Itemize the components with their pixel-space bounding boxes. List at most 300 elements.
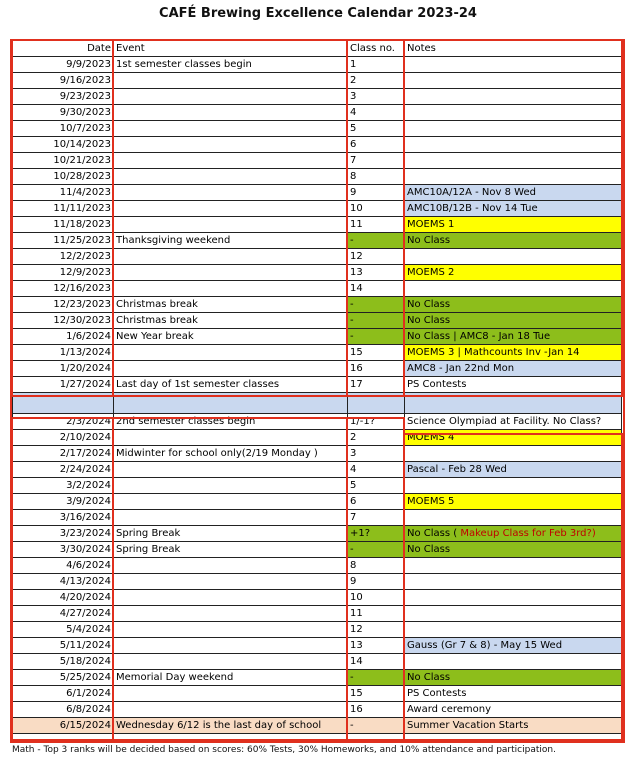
date-cell [13, 478, 114, 494]
class-no-cell [348, 121, 405, 137]
date-cell-text: 12/16/2023 [53, 282, 111, 294]
event-cell [114, 313, 348, 329]
notes-cell [405, 638, 622, 654]
notes-cell-text: No Class ( [407, 527, 458, 539]
date-cell-text: 3/16/2024 [59, 511, 111, 523]
table-row [13, 361, 622, 377]
class-no-cell [348, 137, 405, 153]
class-no-cell [348, 297, 405, 313]
date-cell-text: 1/13/2024 [59, 346, 111, 358]
date-cell [13, 430, 114, 446]
event-cell-text: Last day of 1st semester classes [116, 378, 280, 390]
notes-cell [405, 233, 622, 249]
class-no-cell [348, 201, 405, 217]
notes-cell [405, 377, 622, 393]
date-cell [13, 670, 114, 686]
event-cell [114, 702, 348, 718]
notes-cell [405, 718, 622, 734]
class-no-cell-text: 7 [350, 154, 357, 166]
event-cell [114, 105, 348, 121]
notes-cell [405, 313, 622, 329]
event-cell [114, 462, 348, 478]
event-cell [114, 718, 348, 734]
notes-cell-text: PS Contests [407, 378, 467, 390]
table-row [13, 57, 622, 73]
table-row [13, 622, 622, 638]
event-cell [114, 361, 348, 377]
class-no-cell-text: - [350, 543, 354, 555]
table-row [13, 249, 622, 265]
class-no-cell-text: - [350, 330, 354, 342]
event-cell [114, 526, 348, 542]
table-row [13, 430, 622, 446]
date-cell [13, 702, 114, 718]
notes-cell-text: AMC10A/12A - Nov 8 Wed [407, 186, 536, 198]
date-cell-text: 1/6/2024 [66, 330, 111, 342]
event-cell-text: Spring Break [116, 543, 181, 555]
notes-cell [405, 670, 622, 686]
date-cell-text: 12/9/2023 [59, 266, 111, 278]
notes-cell-text: MOEMS 3 | Mathcounts Inv -Jan 14 [407, 346, 580, 358]
date-cell [13, 558, 114, 574]
date-cell-text: 1/20/2024 [59, 362, 111, 374]
class-no-cell-text: 8 [350, 170, 357, 182]
event-cell [114, 201, 348, 217]
page-title: CAFÉ Brewing Excellence Calendar 2023-24 [159, 6, 477, 21]
date-cell-text: 12/2/2023 [59, 250, 111, 262]
notes-cell [405, 478, 622, 494]
date-cell [13, 574, 114, 590]
event-cell [114, 606, 348, 622]
table-row [13, 121, 622, 137]
divider-cell [13, 393, 114, 414]
class-no-cell [348, 446, 405, 462]
class-no-cell [348, 638, 405, 654]
class-no-cell-text: - [350, 671, 354, 683]
date-cell-text: 9/9/2023 [66, 58, 111, 70]
table-row [13, 718, 622, 734]
notes-cell [405, 558, 622, 574]
class-no-cell [348, 702, 405, 718]
event-cell [114, 686, 348, 702]
notes-makeup-text: Makeup Class for Feb 3rd?) [460, 527, 596, 539]
date-cell [13, 377, 114, 393]
class-no-cell [348, 414, 405, 430]
date-cell [13, 590, 114, 606]
date-cell [13, 462, 114, 478]
notes-cell-text: No Class [407, 314, 451, 326]
class-no-cell-text: 5 [350, 479, 357, 491]
date-cell [13, 414, 114, 430]
date-cell-text: 2/10/2024 [59, 431, 111, 443]
notes-cell-text: No Class [407, 671, 451, 683]
event-cell-text: 1st semester classes begin [116, 58, 252, 70]
date-cell [13, 686, 114, 702]
date-cell [13, 265, 114, 281]
table-row [13, 670, 622, 686]
notes-cell-text: No Class [407, 298, 451, 310]
notes-cell-text: Gauss (Gr 7 & 8) - May 15 Wed [407, 639, 563, 651]
notes-cell-text: Award ceremony [407, 703, 492, 715]
date-cell-text: 9/16/2023 [59, 74, 111, 86]
class-no-cell-text: 3 [350, 90, 357, 102]
table-row [13, 217, 622, 233]
class-no-cell [348, 510, 405, 526]
table-row [13, 153, 622, 169]
event-cell [114, 622, 348, 638]
table-row [13, 201, 622, 217]
calendar-body [13, 41, 622, 734]
event-cell [114, 574, 348, 590]
table-row [13, 638, 622, 654]
event-cell [114, 281, 348, 297]
date-cell-text: 11/18/2023 [53, 218, 111, 230]
notes-cell [405, 345, 622, 361]
class-no-cell-text: +1? [350, 527, 371, 539]
table-row [13, 590, 622, 606]
class-no-cell-text: 7 [350, 511, 357, 523]
notes-cell [405, 361, 622, 377]
event-cell [114, 377, 348, 393]
notes-cell-text: Pascal - Feb 28 Wed [407, 463, 507, 475]
event-cell [114, 654, 348, 670]
notes-cell [405, 121, 622, 137]
class-no-cell-text: 14 [350, 282, 363, 294]
notes-cell [405, 57, 622, 73]
date-cell [13, 606, 114, 622]
date-cell [13, 105, 114, 121]
event-cell [114, 494, 348, 510]
table-row [13, 137, 622, 153]
class-no-cell-text: 10 [350, 202, 363, 214]
notes-cell-text: MOEMS 2 [407, 266, 455, 278]
event-cell [114, 430, 348, 446]
notes-cell-text: PS Contests [407, 687, 467, 699]
class-no-cell [348, 105, 405, 121]
date-cell-text: 5/4/2024 [66, 623, 111, 635]
event-cell [114, 446, 348, 462]
class-no-cell-text: 15 [350, 346, 363, 358]
date-cell-text: 6/15/2024 [59, 719, 111, 731]
class-no-cell [348, 462, 405, 478]
class-no-cell-text: 8 [350, 559, 357, 571]
notes-cell [405, 217, 622, 233]
table-row [13, 510, 622, 526]
date-cell [13, 249, 114, 265]
event-cell-text: New Year break [116, 330, 194, 342]
date-cell [13, 510, 114, 526]
event-cell [114, 542, 348, 558]
notes-cell [405, 654, 622, 670]
class-no-cell [348, 686, 405, 702]
divider-cell [348, 393, 405, 414]
event-cell [114, 153, 348, 169]
class-no-cell [348, 478, 405, 494]
class-no-cell [348, 718, 405, 734]
notes-cell [405, 105, 622, 121]
class-no-cell [348, 345, 405, 361]
event-cell [114, 137, 348, 153]
event-cell [114, 217, 348, 233]
table-row [13, 169, 622, 185]
date-cell-text: 4/27/2024 [59, 607, 111, 619]
notes-cell [405, 574, 622, 590]
class-no-cell [348, 73, 405, 89]
event-cell [114, 478, 348, 494]
table-row [13, 462, 622, 478]
class-no-cell [348, 574, 405, 590]
class-no-cell-text: 4 [350, 106, 357, 118]
date-cell-text: 1/27/2024 [59, 378, 111, 390]
date-cell [13, 345, 114, 361]
table-row [13, 526, 622, 542]
header-date: Date [13, 41, 114, 57]
table-row [13, 185, 622, 201]
calendar-table [12, 40, 622, 734]
class-no-cell [348, 558, 405, 574]
notes-cell [405, 414, 622, 430]
header-event: Event [114, 41, 348, 57]
divider-cell [114, 393, 348, 414]
class-no-cell [348, 217, 405, 233]
date-cell [13, 329, 114, 345]
class-no-cell [348, 313, 405, 329]
class-no-cell [348, 233, 405, 249]
class-no-cell [348, 153, 405, 169]
date-cell [13, 89, 114, 105]
date-cell-text: 6/1/2024 [66, 687, 111, 699]
notes-cell [405, 590, 622, 606]
notes-cell [405, 494, 622, 510]
class-no-cell-text: 2 [350, 431, 357, 443]
date-cell-text: 9/30/2023 [59, 106, 111, 118]
notes-cell [405, 73, 622, 89]
table-row [13, 329, 622, 345]
date-cell [13, 169, 114, 185]
class-no-cell [348, 377, 405, 393]
date-cell-text: 3/2/2024 [66, 479, 111, 491]
class-no-cell [348, 606, 405, 622]
date-cell [13, 542, 114, 558]
class-no-cell [348, 169, 405, 185]
notes-cell [405, 446, 622, 462]
footnote: Math - Top 3 ranks will be decided based on scores: 60% Tests, 30% Homeworks, and 10% attendance and participation. [12, 745, 556, 755]
table-row [13, 606, 622, 622]
date-cell-text: 4/6/2024 [66, 559, 111, 571]
class-no-cell [348, 89, 405, 105]
table-row [13, 446, 622, 462]
date-cell [13, 622, 114, 638]
table-row [13, 702, 622, 718]
event-cell [114, 414, 348, 430]
notes-cell [405, 201, 622, 217]
class-no-cell [348, 494, 405, 510]
notes-cell [405, 137, 622, 153]
date-cell-text: 10/28/2023 [53, 170, 111, 182]
date-cell-text: 11/4/2023 [59, 186, 111, 198]
class-no-cell [348, 249, 405, 265]
event-cell [114, 185, 348, 201]
class-no-cell [348, 281, 405, 297]
date-cell-text: 3/30/2024 [59, 543, 111, 555]
date-cell-text: 3/23/2024 [59, 527, 111, 539]
header-notes: Notes [405, 41, 622, 57]
notes-cell-text: No Class [407, 543, 451, 555]
date-cell-text: 10/14/2023 [53, 138, 111, 150]
table-row [13, 281, 622, 297]
table-row [13, 654, 622, 670]
event-cell-text: Wednesday 6/12 is the last day of school [116, 719, 322, 731]
class-no-cell-text: 1/-1? [350, 415, 376, 427]
date-cell-text: 9/23/2023 [59, 90, 111, 102]
date-cell [13, 313, 114, 329]
notes-cell [405, 430, 622, 446]
date-cell-text: 4/13/2024 [59, 575, 111, 587]
table-row [13, 105, 622, 121]
event-cell-text: Christmas break [116, 314, 198, 326]
class-no-cell [348, 329, 405, 345]
date-cell [13, 446, 114, 462]
notes-cell [405, 281, 622, 297]
class-no-cell [348, 185, 405, 201]
class-no-cell-text: 11 [350, 607, 363, 619]
date-cell-text: 3/9/2024 [66, 495, 111, 507]
class-no-cell-text: 4 [350, 463, 357, 475]
class-no-cell-text: 6 [350, 495, 357, 507]
date-cell-text: 10/7/2023 [59, 122, 111, 134]
class-no-cell-text: 11 [350, 218, 363, 230]
class-no-cell [348, 654, 405, 670]
event-cell [114, 121, 348, 137]
notes-cell [405, 89, 622, 105]
class-no-cell-text: - [350, 314, 354, 326]
date-cell [13, 526, 114, 542]
event-cell [114, 558, 348, 574]
date-cell-text: 11/25/2023 [53, 234, 111, 246]
date-cell [13, 201, 114, 217]
event-cell-text: Spring Break [116, 527, 181, 539]
event-cell-text: Christmas break [116, 298, 198, 310]
notes-cell [405, 702, 622, 718]
class-no-cell-text: - [350, 719, 354, 731]
event-cell [114, 329, 348, 345]
class-no-cell [348, 265, 405, 281]
table-row [13, 414, 622, 430]
date-cell [13, 233, 114, 249]
class-no-cell-text: 16 [350, 362, 363, 374]
notes-cell [405, 606, 622, 622]
table-row [13, 494, 622, 510]
event-cell [114, 638, 348, 654]
header-class-no: Class no. [348, 41, 405, 57]
class-no-cell-text: 13 [350, 639, 363, 651]
date-cell [13, 57, 114, 73]
table-row [13, 377, 622, 393]
date-cell [13, 137, 114, 153]
table-row [13, 73, 622, 89]
date-cell [13, 361, 114, 377]
header-row [13, 41, 622, 57]
table-row [13, 574, 622, 590]
event-cell [114, 297, 348, 313]
event-cell-text: Midwinter for school only(2/19 Monday ) [116, 447, 318, 459]
event-cell-text: Memorial Day weekend [116, 671, 234, 683]
class-no-cell-text: 14 [350, 655, 363, 667]
table-row [13, 297, 622, 313]
notes-cell [405, 297, 622, 313]
event-cell [114, 590, 348, 606]
event-cell-text: 2nd semester classes begin [116, 415, 256, 427]
date-cell-text: 10/21/2023 [53, 154, 111, 166]
notes-cell-text: No Class | AMC8 - Jan 18 Tue [407, 330, 551, 342]
class-no-cell-text: 6 [350, 138, 357, 150]
class-no-cell-text: - [350, 298, 354, 310]
table-row [13, 265, 622, 281]
date-cell [13, 494, 114, 510]
date-cell-text: 12/23/2023 [53, 298, 111, 310]
class-no-cell-text: 17 [350, 378, 363, 390]
table-row [13, 686, 622, 702]
class-no-cell [348, 622, 405, 638]
class-no-cell-text: 5 [350, 122, 357, 134]
class-no-cell [348, 361, 405, 377]
date-cell-text: 2/3/2024 [66, 415, 111, 427]
table-row [13, 89, 622, 105]
class-no-cell-text: 12 [350, 250, 363, 262]
notes-cell [405, 510, 622, 526]
date-cell [13, 718, 114, 734]
class-no-cell-text: 1 [350, 58, 357, 70]
notes-cell-text: AMC8 - Jan 22nd Mon [407, 362, 515, 374]
event-cell [114, 249, 348, 265]
notes-cell [405, 686, 622, 702]
date-cell [13, 73, 114, 89]
class-no-cell-text: 13 [350, 266, 363, 278]
event-cell [114, 169, 348, 185]
notes-cell-text: AMC10B/12B - Nov 14 Tue [407, 202, 538, 214]
date-cell-text: 2/24/2024 [59, 463, 111, 475]
class-no-cell-text: 12 [350, 623, 363, 635]
notes-cell-text: No Class [407, 234, 451, 246]
event-cell [114, 265, 348, 281]
class-no-cell [348, 542, 405, 558]
class-no-cell-text: 3 [350, 447, 357, 459]
table-row [13, 233, 622, 249]
semester-divider [13, 393, 622, 414]
notes-cell [405, 542, 622, 558]
table-row [13, 345, 622, 361]
date-cell [13, 185, 114, 201]
date-cell [13, 297, 114, 313]
class-no-cell [348, 590, 405, 606]
table-row [13, 478, 622, 494]
event-cell [114, 345, 348, 361]
event-cell [114, 510, 348, 526]
date-cell-text: 2/17/2024 [59, 447, 111, 459]
class-no-cell [348, 526, 405, 542]
notes-cell [405, 265, 622, 281]
class-no-cell-text: 10 [350, 591, 363, 603]
class-no-cell-text: 15 [350, 687, 363, 699]
date-cell [13, 121, 114, 137]
class-no-cell-text: 2 [350, 74, 357, 86]
notes-cell [405, 185, 622, 201]
date-cell [13, 217, 114, 233]
class-no-cell-text: - [350, 234, 354, 246]
event-cell [114, 57, 348, 73]
date-cell-text: 11/11/2023 [53, 202, 111, 214]
class-no-cell-text: 9 [350, 575, 357, 587]
